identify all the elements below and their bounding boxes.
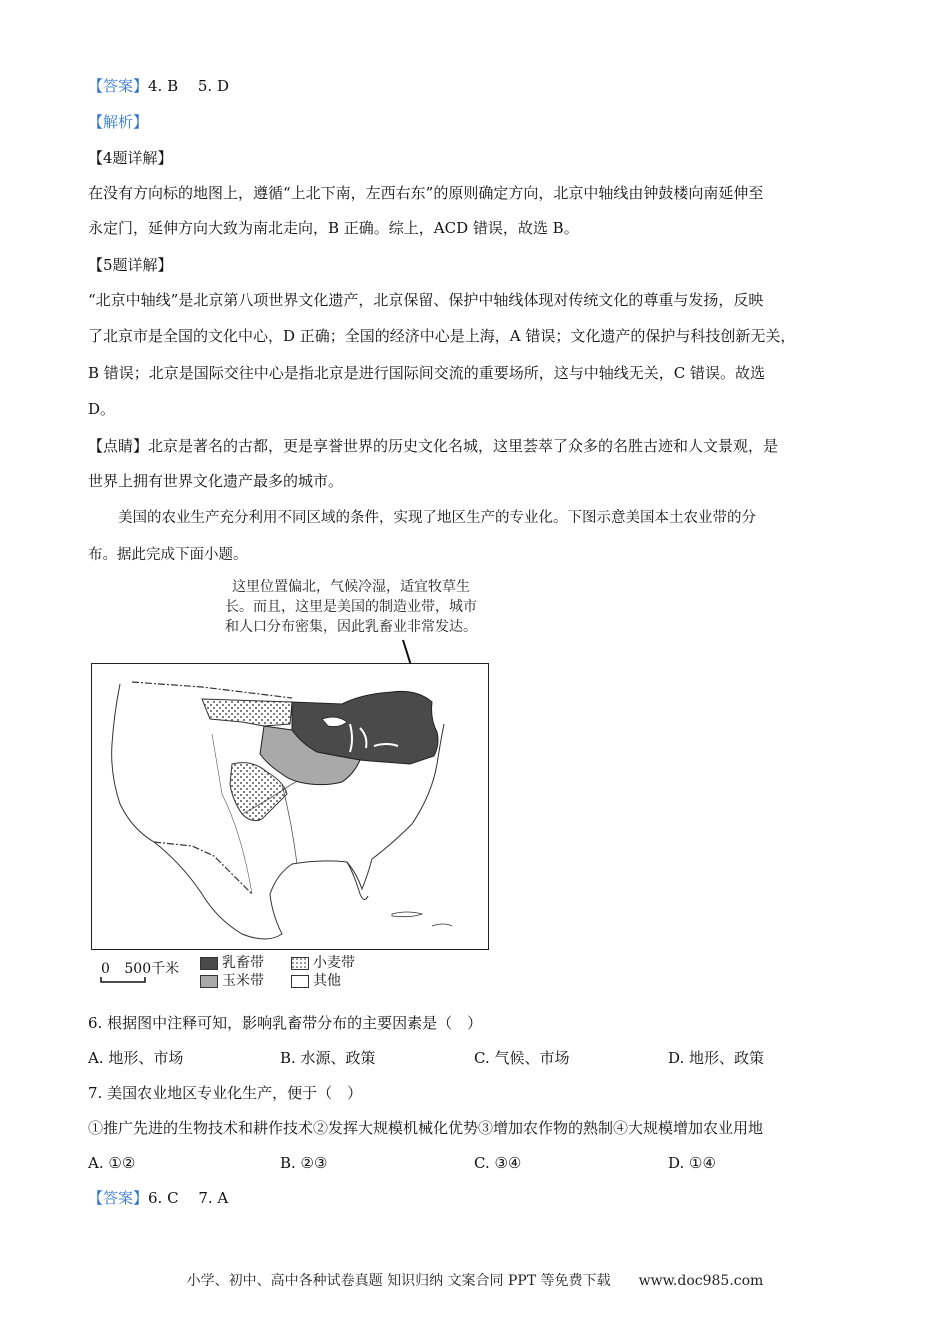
q7-option-d[interactable]: D. ①④	[668, 1154, 716, 1172]
tip-line-1: 【点睛】北京是著名的古都，更是享誉世界的历史文化名城，这里荟萃了众多的名胜古迹和人文景观，是	[88, 437, 779, 455]
q7-option-a[interactable]: A. ①②	[88, 1154, 136, 1172]
legend-label-wheat: 小麦带	[313, 955, 355, 971]
legend-swatch-other	[291, 975, 309, 988]
q4-heading: 【4题详解】	[88, 149, 173, 167]
legend-label-corn: 玉米带	[222, 973, 264, 989]
q6-stem: 6. 根据图中注释可知，影响乳畜带分布的主要因素是（ ）	[88, 1014, 483, 1032]
answer-line-2	[88, 1188, 228, 1208]
q5-explanation-line-3: B 错误；北京是国际交往中心是指北京是进行国际间交流的重要场所，这与中轴线无关，C 错误。故选	[88, 364, 766, 382]
scale-zero: 0	[101, 961, 110, 977]
q5-explanation-line-2: 了北京市是全国的文化中心，D 正确；全国的经济中心是上海，A 错误；文化遗产的保护与科技创新无关，	[88, 327, 796, 345]
q6-option-b[interactable]: B. 水源、政策	[280, 1049, 376, 1067]
analysis-tag: 【解析】	[88, 113, 149, 131]
q7-statements: ①推广先进的生物技术和耕作技术②发挥大规模机械化优势③增加农作物的熟制④大规模增加农业用地	[88, 1119, 764, 1137]
legend-swatch-corn	[200, 975, 218, 988]
scale-label: 500千米	[124, 961, 180, 977]
q5-heading: 【5题详解】	[88, 256, 173, 274]
legend-swatch-dairy	[200, 957, 218, 970]
page-footer: 小学、初中、高中各种试卷真题 知识归纳 文案合同 PPT 等免费下载 www.doc985.com	[186, 1273, 764, 1289]
scale-bar	[101, 958, 179, 978]
q6-option-d[interactable]: D. 地形、政策	[668, 1049, 765, 1067]
us-agriculture-map	[91, 663, 489, 950]
q7-option-b[interactable]: B. ②③	[280, 1154, 328, 1172]
callout-line-1: 这里位置偏北，气候冷湿，适宜牧草生	[232, 579, 470, 595]
answer-text-2: 6. C 7. A	[148, 1189, 229, 1207]
q4-explanation-line-2: 永定门，延伸方向大致为南北走向，B 正确。综上，ACD 错误，故选 B。	[88, 219, 579, 237]
q7-option-c[interactable]: C. ③④	[474, 1154, 522, 1172]
answer-tag-2: 【答案】	[88, 1189, 149, 1207]
intro-line-1: 美国的农业生产充分利用不同区域的条件，实现了地区生产的专业化。下图示意美国本土农业带的分	[118, 510, 756, 526]
answer-text: 4. B 5. D	[148, 77, 229, 95]
callout-line-2: 长。而且，这里是美国的制造业带，城市	[225, 599, 477, 615]
answer-tag: 【答案】	[88, 77, 149, 95]
legend-corn	[200, 973, 264, 989]
legend-wheat	[291, 955, 355, 971]
legend-other	[291, 973, 341, 989]
callout-line-3: 和人口分布密集，因此乳畜业非常发达。	[225, 619, 477, 635]
q7-stem: 7. 美国农业地区专业化生产，便于（ ）	[88, 1084, 363, 1102]
q6-option-c[interactable]: C. 气候、市场	[474, 1049, 570, 1067]
scale-line	[100, 976, 190, 986]
q5-explanation-line-4: D。	[88, 400, 116, 418]
q6-option-a[interactable]: A. 地形、市场	[88, 1049, 184, 1067]
legend-label-other: 其他	[313, 973, 341, 989]
tip-line-2: 世界上拥有世界文化遗产最多的城市。	[88, 472, 344, 490]
q4-explanation-line-1: 在没有方向标的地图上，遵循“上北下南，左西右东”的原则确定方向，北京中轴线由钟鼓楼向南延伸至	[88, 184, 764, 202]
legend-swatch-wheat	[291, 957, 309, 970]
q5-explanation-line-1: “北京中轴线”是北京第八项世界文化遗产，北京保留、保护中轴线体现对传统文化的尊重与发扬，反映	[88, 291, 764, 309]
legend-label-dairy: 乳畜带	[222, 955, 264, 971]
legend-dairy	[200, 955, 264, 971]
intro-line-2: 布。据此完成下面小题。	[88, 547, 248, 563]
